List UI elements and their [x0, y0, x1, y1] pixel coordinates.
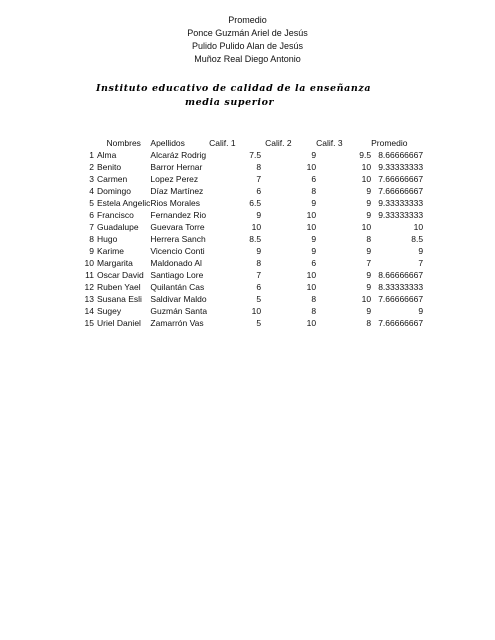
cell-calif-1: 6.5 — [249, 198, 262, 208]
table-row — [80, 221, 423, 233]
document-title: Promedio — [228, 15, 267, 25]
cell-calif-2: 6 — [311, 174, 317, 184]
cell-nombre: Oscar David — [97, 270, 144, 280]
institution-heading — [0, 82, 495, 110]
cell-calif-1: 8 — [256, 258, 262, 268]
cell-promedio: 8.66666667 — [378, 270, 424, 280]
cell-promedio: 9 — [418, 246, 424, 256]
cell-promedio: 9.33333333 — [378, 210, 424, 220]
cell-calif-3: 8 — [366, 318, 372, 328]
cell-nombre: Margarita — [97, 258, 133, 268]
row-number: 9 — [89, 246, 94, 256]
row-number: 13 — [84, 294, 94, 304]
cell-promedio: 9.33333333 — [378, 198, 424, 208]
row-number: 15 — [84, 318, 94, 328]
cell-nombre: Carmen — [97, 174, 128, 184]
table-row — [80, 317, 423, 329]
cell-promedio: 7.66666667 — [378, 186, 424, 196]
cell-apellidos: Rios Morales — [150, 198, 201, 208]
table-row — [80, 161, 423, 173]
cell-promedio: 7.66666667 — [378, 174, 424, 184]
cell-promedio: 10 — [413, 222, 424, 232]
cell-calif-3: 10 — [361, 294, 372, 304]
row-number: 10 — [84, 258, 94, 268]
cell-apellidos: Maldonado Al — [150, 258, 202, 268]
cell-calif-3: 8 — [366, 234, 372, 244]
row-number: 14 — [84, 306, 94, 316]
cell-calif-3: 9 — [366, 210, 372, 220]
cell-nombre: Francisco — [97, 210, 134, 220]
cell-calif-2: 10 — [306, 282, 317, 292]
cell-apellidos: Zamarrón Vas — [150, 318, 204, 328]
cell-nombre: Uriel Daniel — [97, 318, 141, 328]
row-number: 11 — [85, 270, 94, 280]
cell-calif-3: 9 — [366, 198, 372, 208]
row-number: 12 — [84, 282, 94, 292]
table-row — [80, 245, 423, 257]
cell-nombre: Benito — [97, 162, 122, 172]
table-row — [80, 257, 423, 269]
grades-table — [80, 137, 423, 329]
cell-promedio: 9 — [418, 306, 424, 316]
row-number: 4 — [89, 186, 94, 196]
cell-calif-3: 9.5 — [359, 150, 372, 160]
cell-calif-3: 10 — [361, 174, 372, 184]
cell-calif-1: 7.5 — [249, 150, 262, 160]
author-name: Muñoz Real Diego Antonio — [194, 54, 301, 64]
cell-promedio: 7 — [418, 258, 424, 268]
cell-nombre: Sugey — [97, 306, 122, 316]
column-header-promedio: Promedio — [371, 138, 408, 148]
document-header — [0, 14, 495, 66]
cell-calif-1: 9 — [256, 210, 262, 220]
table-header-row — [80, 137, 423, 149]
cell-apellidos: Barror Hernar — [150, 162, 203, 172]
cell-calif-2: 9 — [311, 198, 317, 208]
cell-calif-2: 10 — [306, 162, 317, 172]
cell-calif-1: 6 — [256, 186, 262, 196]
cell-apellidos: Santiago Lore — [150, 270, 204, 280]
cell-calif-2: 6 — [311, 258, 317, 268]
cell-calif-1: 9 — [256, 246, 262, 256]
cell-promedio: 7.66666667 — [378, 294, 424, 304]
cell-nombre: Karime — [97, 246, 124, 256]
column-header-calif-1: Calif. 1 — [209, 138, 236, 148]
cell-apellidos: Herrera Sanch — [150, 234, 206, 244]
author-name: Ponce Guzmán Ariel de Jesús — [187, 28, 308, 38]
cell-nombre: Susana Esli — [97, 294, 142, 304]
cell-nombre: Alma — [97, 150, 117, 160]
cell-apellidos: Lopez Perez — [150, 174, 199, 184]
table-row — [80, 197, 423, 209]
row-number: 5 — [89, 198, 94, 208]
cell-apellidos: Vicencio Conti — [150, 246, 205, 256]
cell-calif-3: 9 — [366, 186, 372, 196]
cell-calif-1: 6 — [256, 282, 262, 292]
cell-nombre: Hugo — [97, 234, 118, 244]
table-row — [80, 293, 423, 305]
cell-apellidos: Saldivar Maldo — [150, 294, 207, 304]
cell-nombre: Ruben Yael — [97, 282, 141, 292]
cell-nombre: Estela Angelic — [97, 198, 151, 208]
cell-apellidos: Guevara Torre — [150, 222, 205, 232]
table-row — [80, 209, 423, 221]
row-number: 2 — [89, 162, 94, 172]
column-header-calif-2: Calif. 2 — [265, 138, 292, 148]
cell-calif-1: 7 — [256, 174, 262, 184]
cell-apellidos: Quilantán Cas — [150, 282, 205, 292]
table-body — [80, 149, 423, 329]
cell-calif-2: 9 — [311, 234, 317, 244]
column-header-apellidos: Apellidos — [150, 138, 185, 148]
row-number: 7 — [89, 222, 94, 232]
table-row — [80, 173, 423, 185]
row-number: 3 — [89, 174, 94, 184]
cell-apellidos: Guzmán Santa — [150, 306, 208, 316]
cell-calif-2: 10 — [306, 270, 317, 280]
cell-promedio: 8.5 — [411, 234, 424, 244]
table-row — [80, 305, 423, 317]
cell-nombre: Domingo — [97, 186, 132, 196]
cell-calif-3: 9 — [366, 270, 372, 280]
cell-calif-3: 9 — [366, 282, 372, 292]
cell-apellidos: Fernandez Rio — [150, 210, 207, 220]
cell-calif-1: 8 — [256, 162, 262, 172]
author-name: Pulido Pulido Alan de Jesús — [191, 41, 304, 51]
cell-calif-2: 8 — [311, 306, 317, 316]
cell-calif-1: 8.5 — [249, 234, 262, 244]
cell-nombre: Guadalupe — [97, 222, 139, 232]
cell-calif-2: 10 — [306, 210, 317, 220]
cell-calif-3: 10 — [361, 222, 372, 232]
cell-calif-1: 5 — [256, 294, 262, 304]
column-header-nombres: Nombres — [106, 138, 141, 148]
cell-calif-1: 10 — [251, 306, 262, 316]
cell-calif-2: 9 — [311, 150, 317, 160]
table-row — [80, 185, 423, 197]
cell-calif-2: 8 — [311, 294, 317, 304]
cell-calif-1: 10 — [251, 222, 262, 232]
row-number: 1 — [89, 150, 94, 160]
cell-apellidos: Díaz Martínez — [150, 186, 204, 196]
cell-promedio: 8.33333333 — [378, 282, 424, 292]
institution-name-line1: Instituto educativo de calidad de la enseñanza — [96, 83, 372, 94]
cell-promedio: 8.66666667 — [378, 150, 424, 160]
cell-calif-1: 5 — [256, 318, 262, 328]
cell-calif-3: 9 — [366, 246, 372, 256]
cell-promedio: 9.33333333 — [378, 162, 424, 172]
cell-calif-2: 9 — [311, 246, 317, 256]
cell-calif-3: 10 — [361, 162, 372, 172]
cell-calif-2: 10 — [306, 318, 317, 328]
institution-name-line2: media superior — [185, 97, 275, 108]
cell-calif-2: 8 — [311, 186, 317, 196]
table-row — [80, 149, 423, 161]
cell-promedio: 7.66666667 — [378, 318, 424, 328]
table-row — [80, 281, 423, 293]
cell-calif-3: 7 — [366, 258, 372, 268]
row-number: 6 — [89, 210, 94, 220]
row-number: 8 — [89, 234, 94, 244]
cell-calif-1: 7 — [256, 270, 262, 280]
column-header-number — [80, 137, 97, 149]
table-row — [80, 233, 423, 245]
column-header-calif-3: Calif. 3 — [316, 138, 343, 148]
cell-calif-2: 10 — [306, 222, 317, 232]
cell-calif-3: 9 — [366, 306, 372, 316]
table-row — [80, 269, 423, 281]
cell-apellidos: Alcaráz Rodrig — [150, 150, 207, 160]
